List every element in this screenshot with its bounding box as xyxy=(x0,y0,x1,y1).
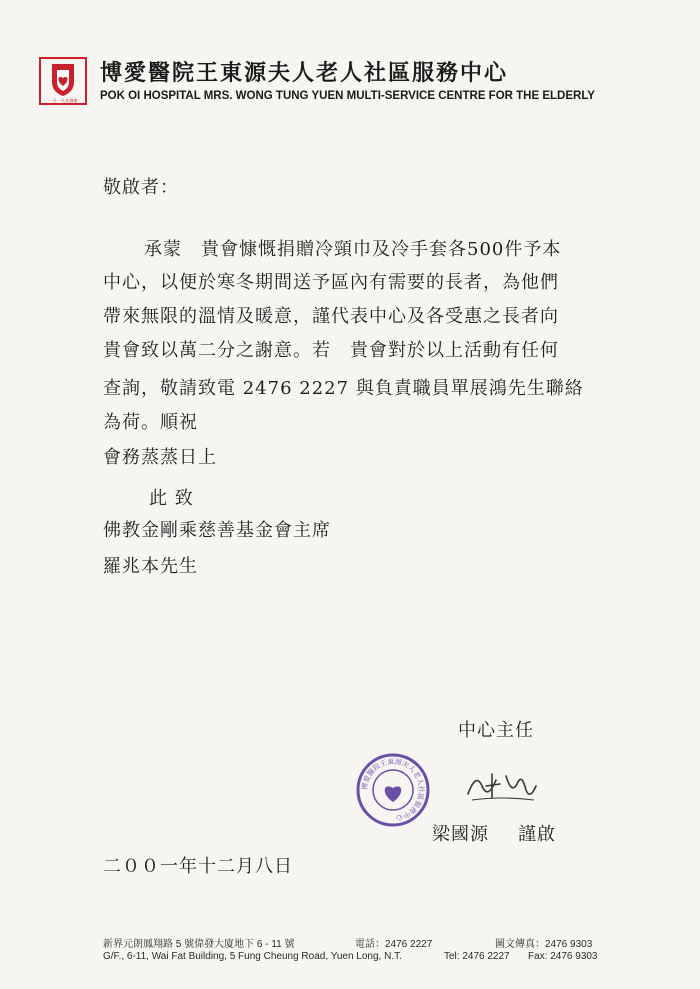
body-line-3: 帶來無限的溫情及暖意，謹代表中心及各受惠之長者向 xyxy=(103,306,559,327)
org-name-en: POK OI HOSPITAL MRS. WONG TUNG YUEN MULTI-SERVICE CENTRE FOR THE ELDERLY xyxy=(100,90,595,102)
body-line-5: 查詢，敬請致電 2476 2227 與負責職員單展鴻先生聯絡 xyxy=(103,378,584,399)
footer-tel-zh: 電話：2476 2227 xyxy=(355,939,433,950)
signer-title: 中心主任 xyxy=(458,720,534,741)
closing: 此 致 xyxy=(149,488,194,509)
footer-address-zh: 新界元朗鳳翔路 5 號偉發大廈地下 6 - 11 號 xyxy=(103,939,295,950)
org-name-zh: 博愛醫院王東源夫人老人社區服務中心 xyxy=(100,61,509,86)
recipient-org: 佛教金剛乘慈善基金會主席 xyxy=(103,520,331,541)
logo-caption: 一九一九年創辦 xyxy=(48,98,78,103)
hospital-logo-icon xyxy=(38,56,88,106)
signer-name: 梁國源 xyxy=(432,824,489,845)
center-seal-icon xyxy=(355,752,431,828)
body-line-1: 承蒙 貴會慷慨捐贈冷頸巾及冷手套各500件予本 xyxy=(144,239,562,260)
body-line-2: 中心，以便於寒冬期間送予區內有需要的長者，為他們 xyxy=(103,272,559,293)
footer-address-en: G/F., 6-11, Wai Fat Building, 5 Fung Cheung Road, Yuen Long, N.T. xyxy=(103,951,402,962)
handwritten-signature xyxy=(462,766,542,806)
salutation: 敬啟者： xyxy=(103,177,179,198)
letterhead xyxy=(38,50,668,110)
letter-date: 二００一年十二月八日 xyxy=(103,856,293,877)
seal-text: 博愛醫院王東源夫人老人社區服務中心 xyxy=(360,757,426,822)
well-wish: 會務蒸蒸日上 xyxy=(103,447,217,468)
body-line-6: 為荷。順祝 xyxy=(103,412,198,433)
signer-respect: 謹啟 xyxy=(518,824,556,845)
recipient-name: 羅兆本先生 xyxy=(103,556,198,577)
footer-fax-en: Fax: 2476 9303 xyxy=(528,951,598,962)
footer-fax-zh: 圖文傳真：2476 9303 xyxy=(495,939,593,950)
body-line-4: 貴會致以萬二分之謝意。若 貴會對於以上活動有任何 xyxy=(103,340,559,361)
footer-tel-en: Tel: 2476 2227 xyxy=(444,951,510,962)
